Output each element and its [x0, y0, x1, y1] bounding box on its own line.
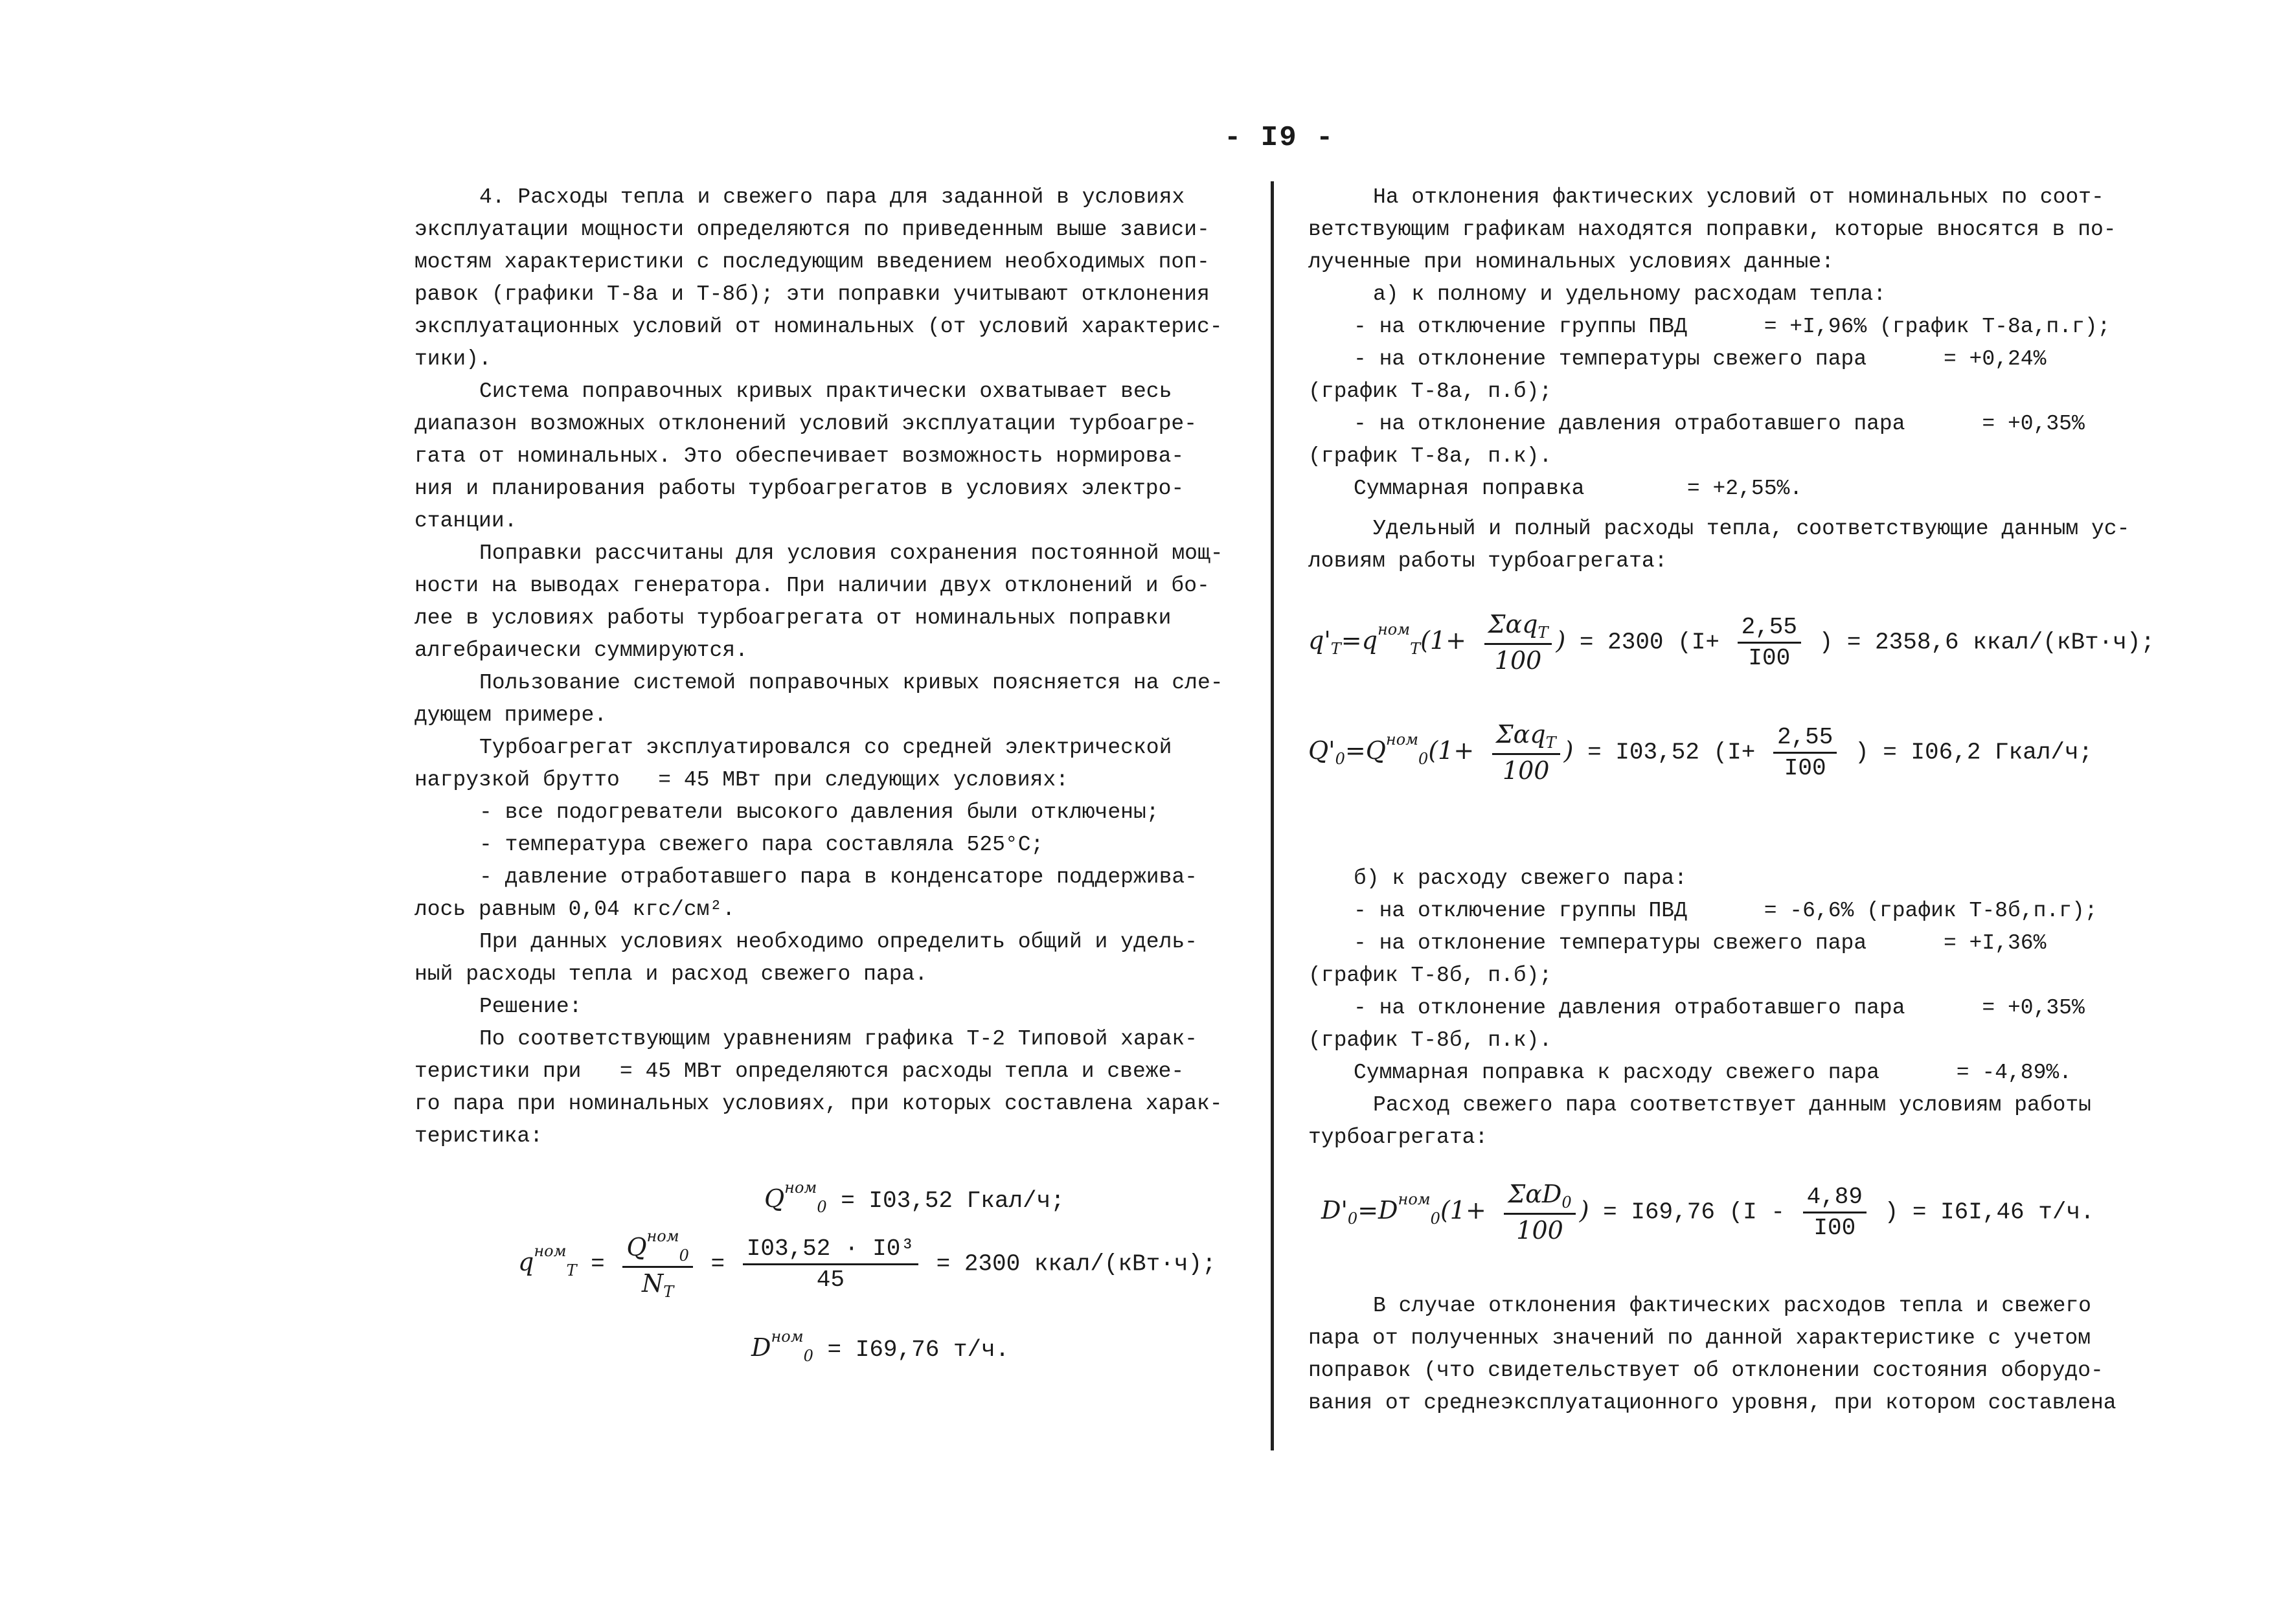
text-line: - на отклонение температуры свежего пара = +I,36% [1354, 931, 2047, 955]
text-line: - на отключение группы ПВД = -6,6% (график Т-8б,п.г); [1354, 899, 2098, 923]
text-line: лученные при номинальных условиях данные: [1308, 250, 1834, 274]
text-line: а) к полному и удельному расходам тепла: [1373, 282, 1887, 306]
text-line: лее в условиях работы турбоагрегата от номинальных поправки [414, 606, 1172, 630]
text-line: го пара при номинальных условиях, при которых составлена харак- [414, 1092, 1223, 1116]
text-line: алгебраически суммируются. [414, 638, 748, 662]
text-line: мостям характеристики с последующим введением необходимых поп- [414, 250, 1210, 274]
text-line: диапазон возможных отклонений условий эксплуатации турбоагре- [414, 412, 1197, 436]
text-line: гата от номинальных. Это обеспечивает возможность нормирова- [414, 444, 1185, 468]
formula-d0-prime: $D'_0=D^{ном}_0(1+$ $\frac{\Sigma\alpha D_0}{100}$ ) = I69,76 (I - $\frac{4,89}{I00}$ ) = I6I,46 т/ч. [1321, 1180, 2094, 1245]
text-line: Решение: [479, 995, 582, 1019]
text-line: Турбоагрегат эксплуатировался со средней электрической [479, 736, 1172, 760]
text-line: При данных условиях необходимо определить общий и удель- [479, 930, 1197, 954]
right-column [1308, 181, 2163, 1419]
text-line: Суммарная поправка = +2,55%. [1354, 477, 1803, 501]
text-line: ветствующим графикам находятся поправки, которые вносятся в по- [1308, 218, 2116, 242]
text-line: турбоагрегата: [1308, 1125, 1488, 1149]
text-line: станции. [414, 509, 517, 533]
text-line: тики). [414, 347, 492, 371]
text-line: лось равным 0,04 кгс/см². [414, 897, 736, 921]
text-line: пара от полученных значений по данной характеристике с учетом [1308, 1326, 2091, 1350]
text-line: поправок (что свидетельствует об отклонении состояния оборудо- [1308, 1359, 2104, 1382]
text-line: теристики при = 45 МВт определяются расходы тепла и свеже- [414, 1059, 1185, 1083]
text-line: 4. Расходы тепла и свежего пара для заданной в условиях [479, 185, 1185, 209]
text-line: - на отклонение давления отработавшего пара = +0,35% [1354, 412, 2085, 436]
formula-qt-nom: $q^{ном}_Т$ = $\frac{Q^{ном}_0}{N_Т}$ = $\frac{\text{I03,52 · I0³}}{45}$ = 2300 ккал/(кВт·ч); [518, 1227, 1216, 1301]
text-line: ный расходы тепла и расход свежего пара. [414, 962, 928, 986]
text-line: равок (графики Т-8а и Т-8б); эти поправки учитывают отклонения [414, 282, 1210, 306]
text-line: ния и планирования работы турбоагрегатов в условиях электро- [414, 477, 1185, 501]
text-line: Суммарная поправка к расходу свежего пара = -4,89%. [1354, 1061, 2072, 1085]
text-line: В случае отклонения фактических расходов тепла и свежего [1373, 1294, 2091, 1318]
text-line: нагрузкой брутто = 45 МВт при следующих условиях: [414, 768, 1069, 792]
text-line: ности на выводах генератора. При наличии двух отклонений и бо- [414, 574, 1210, 598]
text-line: эксплуатационных условий от номинальных (от условий характерис- [414, 315, 1223, 339]
formula-qt-prime: $q'_Т=q^{ном}_Т(1+$ $\frac{\Sigma\alpha q_Т}{100}$ ) = 2300 (I+ $\frac{2,55}{I00}$ ) = 2358,6 ккал/(кВт·ч); [1308, 610, 2155, 675]
formula-d0-nom: $D^{ном}_0 = I69,76$ т/ч. [751, 1327, 1010, 1365]
text-line: Расход свежего пара соответствует данным условиям работы [1373, 1093, 2091, 1117]
text-line: ловиям работы турбоагрегата: [1308, 549, 1668, 573]
text-line: Система поправочных кривых практически охватывает весь [479, 379, 1172, 403]
text-line: вания от среднеэксплуатационного уровня, при котором составлена [1308, 1391, 2116, 1415]
heat-formulas [1308, 591, 2163, 824]
text-line: - давление отработавшего пара в конденсаторе поддержива- [479, 865, 1197, 889]
text-line: Пользование системой поправочных кривых поясняется на сле- [479, 671, 1223, 695]
left-column [414, 181, 1256, 1386]
text-line: - температура свежего пара составляла 525°С; [479, 833, 1044, 857]
text-line: (график Т-8б, п.б); [1308, 964, 1552, 987]
text-line: дующем примере. [414, 703, 607, 727]
text-line: (график Т-8а, п.б); [1308, 379, 1552, 403]
nominal-formulas [414, 1172, 1256, 1386]
text-line: Удельный и полный расходы тепла, соответствующие данным ус- [1373, 517, 2130, 541]
text-line: - на отключение группы ПВД = +I,96% (график Т-8а,п.г); [1354, 315, 2111, 339]
text-line: На отклонения фактических условий от номинальных по соот- [1373, 185, 2104, 209]
text-line: (график Т-8б, п.к). [1308, 1028, 1552, 1052]
steam-formula [1308, 1167, 2163, 1270]
text-line: (график Т-8а, п.к). [1308, 444, 1552, 468]
text-line: б) к расходу свежего пара: [1354, 866, 1687, 890]
column-divider [1271, 181, 1274, 1450]
formula-q0-nom: $Q^{ном}_0 = I03,52$ Гкал/ч; [764, 1179, 1065, 1216]
page-number: - I9 - [1224, 122, 1335, 154]
text-line: Поправки рассчитаны для условия сохранения постоянной мощ- [479, 541, 1223, 565]
text-line: - на отклонение температуры свежего пара = +0,24% [1354, 347, 2047, 371]
text-line: - на отклонение давления отработавшего пара = +0,35% [1354, 996, 2085, 1020]
text-line: - все подогреватели высокого давления были отключены; [479, 800, 1159, 824]
text-line: теристика: [414, 1124, 543, 1148]
formula-q0-prime: $Q'_0=Q^{ном}_0(1+$ $\frac{\Sigma\alpha q_Т}{100}$ ) = I03,52 (I+ $\frac{2,55}{I00}$ ) = I06,2 Гкал/ч; [1308, 720, 2093, 785]
text-line: эксплуатации мощности определяются по приведенным выше зависи- [414, 218, 1210, 242]
text-line: По соответствующим уравнениям графика Т-2 Типовой харак- [479, 1027, 1197, 1051]
